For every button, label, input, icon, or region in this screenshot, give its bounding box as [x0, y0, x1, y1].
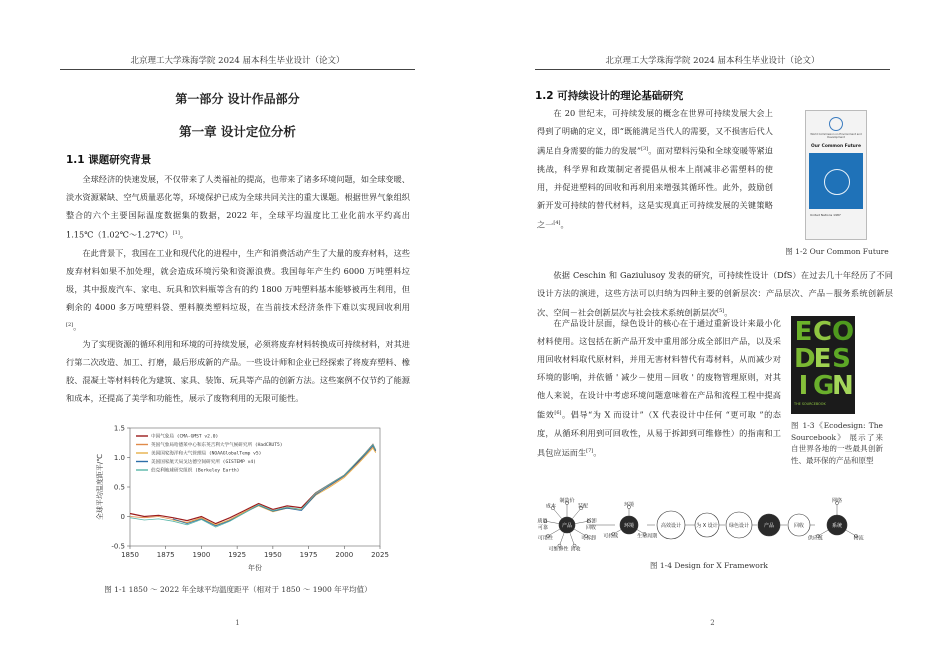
design-for-x-node-label: 为 X 设计: [696, 522, 718, 529]
x-tick-label: 1950: [263, 551, 282, 559]
product-node-label: 产品: [763, 522, 775, 529]
system-cluster-spoke-label: 物流: [853, 535, 864, 542]
paragraph-3: 在产品设计层面，绿色设计的核心在于通过重新设计来最小化材料使用。这包括在新产品开发中重用部分成全部旧产品，以及采用回收材料取代原材料，并用无害材料替代有毒材料，从而减少对环境的影响，并依循 ' 减少－使用－回收 ' 的废物管理原则，对其他人来说，在设计中考虑环境问题意味着在产品和流程工程中提高能效[6]。倡导“为 X 而设计”（X 代表设计中任何 “更可取 ”的态度，从循环利用到可回收性，从易于拆卸到可维修性）的指南和工具包应运而生[7]。: [537, 318, 781, 458]
environment-cluster-spoke-label: 环境: [623, 501, 635, 508]
page-2: [475, 0, 950, 672]
ecodesign-letter: S: [832, 344, 851, 374]
citation[interactable]: [7]: [586, 447, 594, 454]
paragraph-2: 在此背景下，我国在工业和现代化的进程中，生产和消费活动产生了大量的废弃材料，这些废弃材料如果不加处理，就会造成环境污染和资源浪费。我国每年产生约 6000 万吨塑料垃圾，其中报废汽车、家电、玩具和饮料瓶等含有的约 1800 万吨塑料基本能够被再生利用，但剩余的 4000 多万吨塑料袋、塑料膜类塑料垃圾，在当前技术经济条件下难以实现回收利用: [66, 247, 410, 312]
ecodesign-letter: N: [832, 371, 854, 401]
paragraph-3: 为了实现资源的循环利用和环境的可持续发展，必须将废弃材料转换成可持续材料，对其进行第二次改造、加工、打磨，最后形成新的产品。一些设计师和企业已经探索了将废弃塑料、橡胶、混凝土等材料转化为建筑、家具、装饰、玩具等产品的创新方法。这些案例不仅节约了能源和成本，还提高了美学和功能性，展示了废物利用的无限可能性。: [66, 339, 410, 404]
green-design-node-label: 绿色设计: [728, 522, 750, 529]
ecodesign-subtitle: THE SOURCEBOOK: [794, 402, 826, 406]
paragraph-2-text: 依据 Ceschin 和 Gaziulusoy 发表的研究，可持续性设计（DfS）在过去几十年经历了不同设计方法的演进，这些方法可以归纳为四种主要的创新层次：产品层次、产品－服务系统创新层次、空间－社会创新层次与社会技术系统创新层次: [537, 270, 893, 318]
legend-entry: 美国国家海洋和大气管理局 (NOAAGlobalTemp v5): [151, 451, 262, 457]
paragraph-3-text: 在产品设计层面，绿色设计的核心在于通过重新设计来最小化材料使用。这包括在新产品开发中重用部分成全部旧产品，以及采用回收材料取代原材料，并用无害材料替代有毒材料，从而减少对环境的影响，并依循 ' 减少－使用－回收 ' 的废物管理原则，对其他人来说，在设计中考虑环境问题意味着在产品和流程工程中提高能效: [537, 318, 781, 420]
x-tick-label: 2000: [335, 551, 354, 559]
ecodesign-letter: G: [813, 371, 835, 401]
product-cluster-spoke-label: 装配: [578, 503, 589, 510]
body-text: 全球经济的快速发展，不仅带来了人类福祉的提高，也带来了诸多环境问题，如全球变暖、淡水资源紧缺、空气质量恶化等，环境保护已成为全球共同关注的重大课题。根据世界气象组织整合的六个主要国际温度数据集的数据，2022 年，全球平均温度比工业化前水平约高出 1.15℃（1.02℃～1.27℃）[1]。 在此背景下，我国在工业和现代化的进程中，生产和消费活动产生了大量的废弃材料，这些废弃材料如果不加处理，就会造成环境污染和资源浪费。我国每年产生约 6000 万吨塑料垃圾，其中报废汽车、家电、玩具和饮料瓶等含有的约 1800 万吨塑料基本能够被再生利用，但剩余的 4000 多万吨塑料袋、塑料膜类塑料垃圾，在当前技术经济条件下难以实现回收利用[2]。 为了实现资源的循环利用和环境的可持续发展，必须将废弃材料转换成可持续材料，对其进行第二次改造、加工、打磨，最后形成新的产品。一些设计师和企业已经探索了将废弃塑料、橡胶、混凝土等材料转化为建筑、家具、装饰、玩具等产品的创新方法。这些案例不仅节约了能源和成本，还提高了美学和功能性，展示了废物利用的无限可能性。: [66, 170, 410, 407]
ecodesign-letter: D: [794, 344, 816, 374]
environment-cluster-spoke-label: 可持续: [603, 533, 619, 540]
x-tick-label: 1975: [299, 551, 318, 559]
system-cluster-spoke-label: 网络: [831, 497, 843, 504]
y-axis-label: 全球平均温度距平/℃: [96, 453, 104, 521]
section-title: 1.1 课题研究背景: [66, 154, 152, 166]
ecodesign-letter: E: [813, 344, 832, 374]
ecodesign-letter: O: [832, 317, 855, 347]
citation[interactable]: [1]: [172, 230, 180, 236]
running-header: 北京理工大学珠海学院 2024 届本科生毕业设计（论文）: [60, 54, 415, 70]
legend-entry: 美国国家航天局戈达德空间研究所 (GISTEMP v4): [151, 460, 256, 466]
x-tick-label: 1850: [121, 551, 139, 559]
cover-blue-panel: [809, 153, 863, 209]
part-title: 第一部分 设计作品部分: [175, 92, 300, 106]
environment-cluster-spoke-label: 生命周期: [637, 533, 658, 540]
x-tick-label: 1925: [228, 551, 247, 559]
citation[interactable]: [5]: [717, 308, 725, 314]
figure-1-4-caption: 图 1-4 Design for X Framework: [650, 561, 768, 570]
y-tick-label: 0: [120, 512, 125, 521]
ecodesign-letter: E: [794, 317, 813, 347]
product-cluster-spoke-label: 可用性: [537, 535, 553, 542]
un-emblem-icon: [829, 117, 843, 131]
recycle-node-label: 回收: [793, 522, 805, 529]
system-cluster-spoke-label: 供应链: [807, 535, 823, 542]
y-tick-label: 1.5: [113, 424, 125, 433]
cover-title: Our Common Future: [811, 144, 861, 149]
cluster-label-left: 可靠: [537, 525, 549, 531]
y-tick-label: -0.5: [111, 542, 125, 551]
paragraph-1-tail: 。面对塑料污染和全球变暖等紧迫挑战，科学界和政策制定者提倡从根本上削减非必需塑料的使用，并促进塑料的回收和再利用来增强其循环性。此外，鼓励创新开发可持续的替代材料，这是实现真正可持续发展的关键策略之一: [537, 145, 773, 230]
legend-entry: 英国气象局哈德莱中心和东英吉利大学气候研究所 (HadCRUT5): [151, 443, 283, 449]
figure-1-1-caption: 图 1-1 1850 ～ 2022 年全球平均温度距平（相对于 1850 ～ 1900 年平均值）: [104, 585, 372, 594]
paragraph-1-text: 在 20 世纪末，可持续发展的概念在世界可持续发展大会上得到了明确的定义，即“既能满足当代人的需要，又不损害后代人满足自身需要的能力的发展”: [537, 108, 773, 156]
y-tick-label: 0.5: [113, 483, 125, 492]
chapter-title: 第一章 设计定位分析: [179, 124, 296, 139]
page-number: 1: [235, 619, 240, 627]
citation[interactable]: [4]: [553, 219, 561, 226]
paragraph-2: 依据 Ceschin 和 Gaziulusoy 发表的研究，可持续性设计（DfS）在过去几十年经历了不同设计方法的演进，这些方法可以归纳为四种主要的创新层次：产品层次、产品－服务系统创新层次、空间－社会创新层次与社会技术系统创新层次[5]。: [537, 270, 893, 318]
product-cluster-spoke-label: 回收: [570, 546, 581, 553]
citation[interactable]: [2]: [66, 321, 74, 328]
figure-1-3-caption: 图 1-3《Ecodesign: The Sourcebook》 展示了来自世界各地的一些最具创新性、最环保的产品和原型: [791, 421, 883, 465]
x-tick-label: 1875: [156, 551, 175, 559]
cluster-label-right: 回收: [585, 525, 597, 531]
environment-hub-label: 环境: [623, 522, 635, 529]
legend-entry: 伯克利地球研究组织 (Berkeley Earth): [151, 468, 240, 474]
un-logo-icon: [824, 169, 850, 195]
y-tick-label: 1.0: [113, 453, 125, 462]
running-header: 北京理工大学珠海学院 2024 届本科生毕业设计（论文）: [535, 54, 890, 70]
citation[interactable]: [3]: [641, 146, 649, 152]
x-tick-label: 1900: [192, 551, 211, 559]
cover-foot: United Nations 1987: [810, 213, 841, 217]
product-cluster-spoke-label: 制造价: [559, 497, 575, 504]
paragraph-1: 在 20 世纪末，可持续发展的概念在世界可持续发展大会上得到了明确的定义，即“既能满足当代人的需要，又不损害后代人满足自身需要的能力的发展”[3]。面对塑料污染和全球变暖等紧迫挑战，科学界和政策制定者提倡从根本上削减非必需塑料的使用，并促进塑料的回收和再利用来增强其循环性。此外，鼓励创新开发可持续的替代材料，这是实现真正可持续发展的关键策略之一[4]。: [537, 108, 773, 230]
legend-entry: 中国气象局 (CMA-GMST v2.0): [151, 434, 219, 440]
our-common-future-cover: [805, 110, 867, 240]
ecodesign-letter: I: [798, 371, 809, 401]
product-cluster-spoke-label: 拆卸: [586, 518, 597, 525]
ecodesign-letter: C: [813, 317, 833, 347]
cover-org: World Commission on Environment and Development: [810, 133, 862, 139]
page-number: 2: [710, 619, 715, 627]
temperature-anomaly-chart: [90, 420, 390, 580]
design-for-x-diagram: [537, 492, 881, 558]
product-cluster-spoke-label: 成本: [545, 503, 556, 510]
efficient-design-node-label: 高效设计: [660, 522, 682, 529]
ecodesign-letters: [794, 317, 855, 401]
product-cluster-spoke-label: 质量: [537, 518, 548, 525]
ecodesign-cover: [791, 316, 855, 414]
x-axis-label: 年份: [248, 564, 262, 572]
system-hub-label: 系统: [831, 522, 843, 529]
paragraph-3-tail: 。倡导“为 X 而设计”（X 代表设计中任何 “更可取 ”的态度，从循环利用到可回收性，从易于拆卸到可维修性）的指南和工具包应运而生: [537, 409, 781, 458]
product-cluster-spoke-label: 可拆卸: [581, 535, 597, 542]
product-cluster-spoke-label: 可维修性: [548, 546, 569, 553]
citation[interactable]: [6]: [554, 410, 562, 416]
paragraph-1: 全球经济的快速发展，不仅带来了人类福祉的提高，也带来了诸多环境问题，如全球变暖、淡水资源紧缺、空气质量恶化等，环境保护已成为全球共同关注的重大课题。根据世界气象组织整合的六个主要国际温度数据集的数据，2022 年，全球平均温度比工业化前水平约高出 1.15℃（1.02℃～1.27℃）: [66, 174, 410, 240]
figure-1-2-caption: 图 1-2 Our Common Future: [785, 247, 889, 256]
x-tick-label: 2025: [371, 551, 389, 559]
product-hub-label: 产品: [561, 522, 573, 529]
section-title: 1.2 可持续设计的理论基础研究: [535, 90, 684, 102]
